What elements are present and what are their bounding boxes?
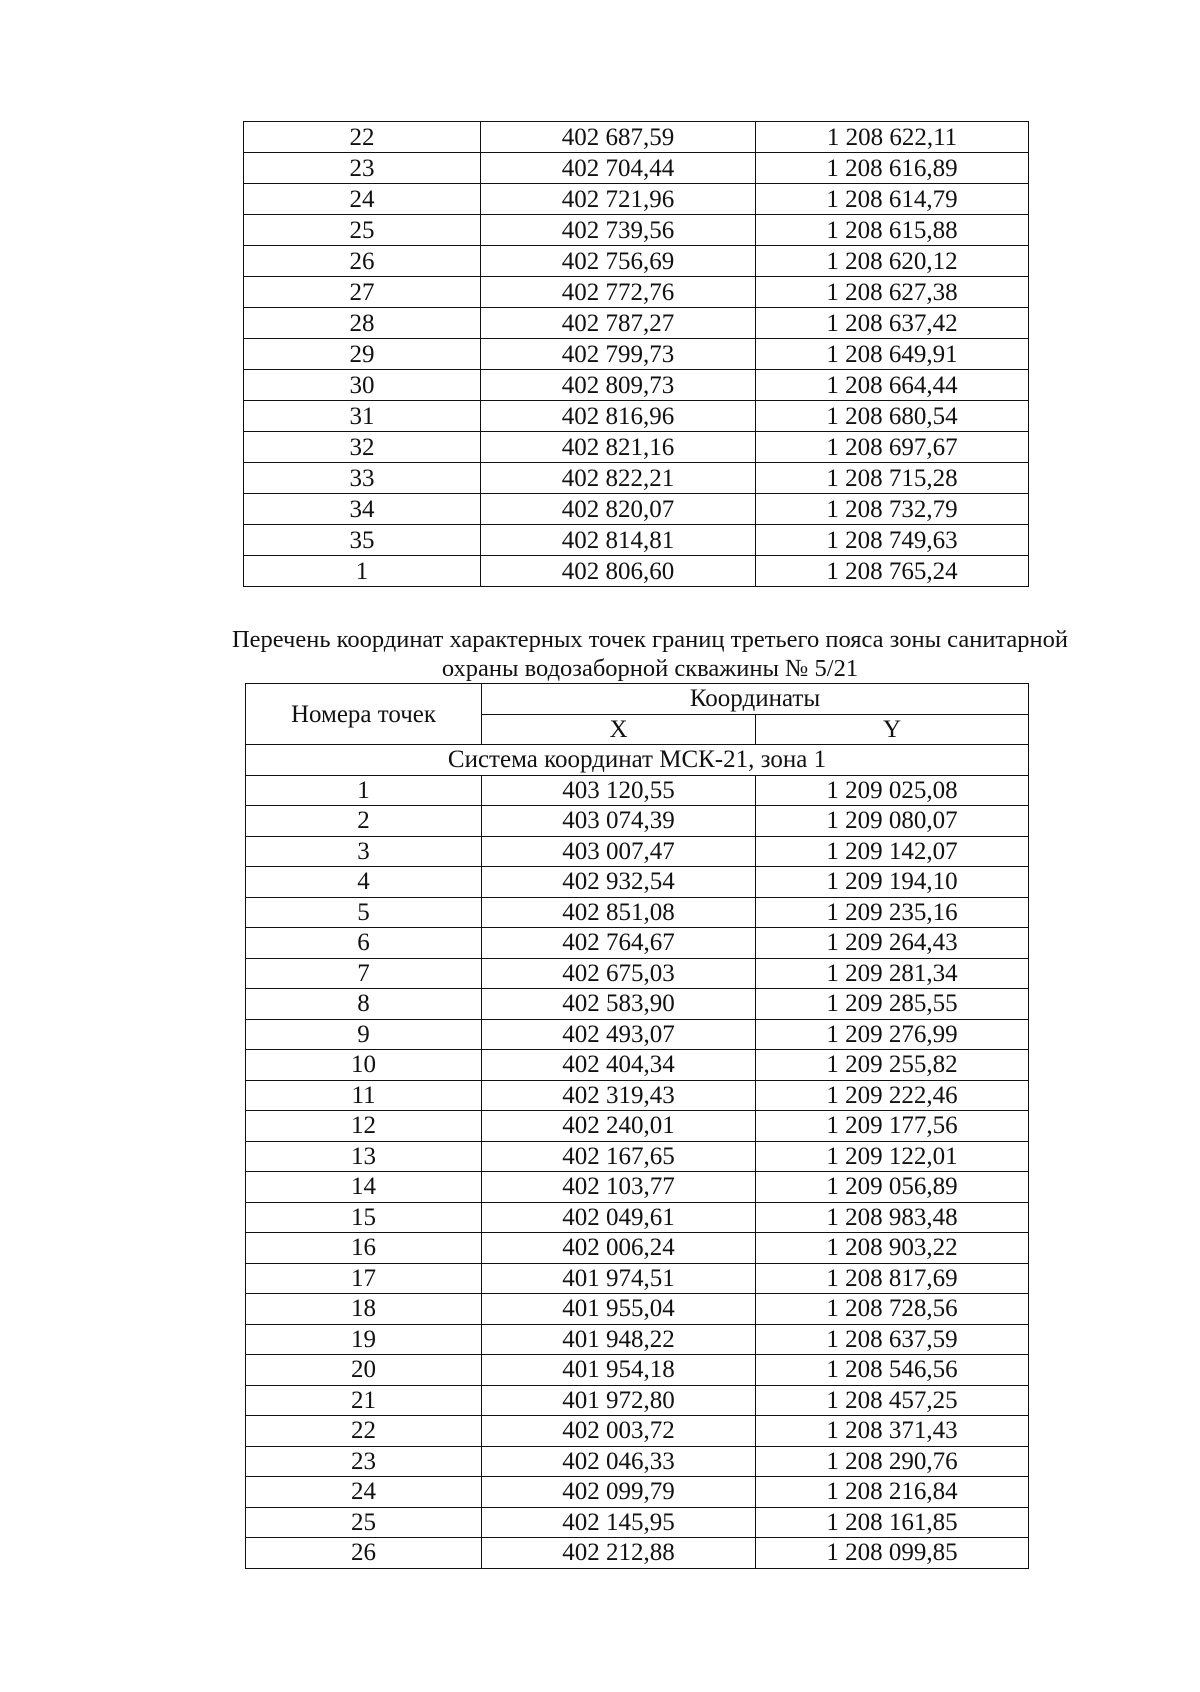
x-coordinate-cell: 402 046,33 [482, 1446, 756, 1477]
points-column-header: Номера точек [246, 684, 482, 745]
point-number-cell: 17 [246, 1263, 482, 1294]
y-coordinate-cell: 1 209 264,43 [756, 928, 1029, 959]
x-coordinate-cell: 403 074,39 [482, 806, 756, 837]
y-coordinate-cell: 1 208 664,44 [756, 370, 1029, 401]
x-coordinate-cell: 402 822,21 [481, 463, 756, 494]
x-coordinate-cell: 402 404,34 [482, 1050, 756, 1081]
table-row [246, 1111, 1029, 1142]
coordinates-table-third-zone [245, 683, 1029, 1569]
table-row [244, 215, 1029, 246]
point-number-cell: 25 [244, 215, 481, 246]
point-number-cell: 5 [246, 897, 482, 928]
table-row [244, 122, 1029, 153]
y-coordinate-cell: 1 208 728,56 [756, 1294, 1029, 1325]
point-number-cell: 21 [246, 1385, 482, 1416]
x-coordinate-cell: 402 809,73 [481, 370, 756, 401]
table-row [244, 153, 1029, 184]
table-row [246, 1202, 1029, 1233]
table-row [244, 494, 1029, 525]
section-heading-line-1: Перечень координат характерных точек границ третьего пояса зоны санитарной [231, 626, 1069, 653]
y-coordinate-cell: 1 208 765,24 [756, 556, 1029, 587]
table-body [246, 775, 1029, 1568]
y-coordinate-cell: 1 208 627,38 [756, 277, 1029, 308]
x-coordinate-cell: 402 820,07 [481, 494, 756, 525]
table-row [244, 246, 1029, 277]
x-coordinate-cell: 402 764,67 [482, 928, 756, 959]
table-row [246, 1019, 1029, 1050]
y-coordinate-cell: 1 208 749,63 [756, 525, 1029, 556]
section-heading-line-2: охраны водозаборной скважины № 5/21 [441, 655, 859, 682]
point-number-cell: 28 [244, 308, 481, 339]
y-coordinate-cell: 1 208 161,85 [756, 1507, 1029, 1538]
y-coordinate-cell: 1 209 281,34 [756, 958, 1029, 989]
point-number-cell: 8 [246, 989, 482, 1020]
x-coordinate-cell: 402 851,08 [482, 897, 756, 928]
table-row [246, 1141, 1029, 1172]
x-coordinate-cell: 402 772,76 [481, 277, 756, 308]
table-row [246, 836, 1029, 867]
y-coordinate-cell: 1 209 056,89 [756, 1172, 1029, 1203]
table-row [246, 1080, 1029, 1111]
y-coordinate-cell: 1 208 620,12 [756, 246, 1029, 277]
x-coordinate-cell: 401 955,04 [482, 1294, 756, 1325]
point-number-cell: 1 [244, 556, 481, 587]
coordinate-system-row [246, 745, 1029, 776]
table-header [246, 684, 1029, 776]
x-coordinate-cell: 401 972,80 [482, 1385, 756, 1416]
point-number-cell: 3 [246, 836, 482, 867]
y-coordinate-cell: 1 209 080,07 [756, 806, 1029, 837]
y-coordinate-cell: 1 208 371,43 [756, 1416, 1029, 1447]
y-coordinate-cell: 1 208 637,42 [756, 308, 1029, 339]
point-number-cell: 27 [244, 277, 481, 308]
table-row [246, 1050, 1029, 1081]
point-number-cell: 15 [246, 1202, 482, 1233]
point-number-cell: 9 [246, 1019, 482, 1050]
y-coordinate-cell: 1 208 099,85 [756, 1538, 1029, 1569]
point-number-cell: 29 [244, 339, 481, 370]
y-coordinate-cell: 1 209 142,07 [756, 836, 1029, 867]
x-coordinate-cell: 402 687,59 [481, 122, 756, 153]
point-number-cell: 19 [246, 1324, 482, 1355]
y-coordinate-cell: 1 208 216,84 [756, 1477, 1029, 1508]
x-coordinate-cell: 402 319,43 [482, 1080, 756, 1111]
y-coordinate-cell: 1 208 649,91 [756, 339, 1029, 370]
point-number-cell: 30 [244, 370, 481, 401]
table-row [246, 1507, 1029, 1538]
x-coordinate-cell: 402 806,60 [481, 556, 756, 587]
y-coordinate-cell: 1 208 614,79 [756, 184, 1029, 215]
y-coordinate-cell: 1 208 715,28 [756, 463, 1029, 494]
table-row [246, 1355, 1029, 1386]
table-row [246, 989, 1029, 1020]
x-coordinate-cell: 402 493,07 [482, 1019, 756, 1050]
y-coordinate-cell: 1 209 235,16 [756, 897, 1029, 928]
point-number-cell: 26 [246, 1538, 482, 1569]
y-coordinate-cell: 1 208 622,11 [756, 122, 1029, 153]
x-coordinate-cell: 402 145,95 [482, 1507, 756, 1538]
x-coordinate-cell: 402 003,72 [482, 1416, 756, 1447]
table-row [244, 463, 1029, 494]
table-row [246, 958, 1029, 989]
point-number-cell: 13 [246, 1141, 482, 1172]
table-row [246, 897, 1029, 928]
y-coordinate-cell: 1 209 177,56 [756, 1111, 1029, 1142]
x-coordinate-cell: 402 583,90 [482, 989, 756, 1020]
point-number-cell: 24 [244, 184, 481, 215]
y-coordinate-cell: 1 209 276,99 [756, 1019, 1029, 1050]
y-coordinate-cell: 1 208 615,88 [756, 215, 1029, 246]
x-coordinate-cell: 402 103,77 [482, 1172, 756, 1203]
x-coordinate-cell: 403 007,47 [482, 836, 756, 867]
point-number-cell: 24 [246, 1477, 482, 1508]
point-number-cell: 14 [246, 1172, 482, 1203]
point-number-cell: 12 [246, 1111, 482, 1142]
table-row [244, 277, 1029, 308]
point-number-cell: 32 [244, 432, 481, 463]
x-coordinate-cell: 402 006,24 [482, 1233, 756, 1264]
table-row [244, 184, 1029, 215]
x-coordinate-cell: 402 787,27 [481, 308, 756, 339]
table-row [246, 1385, 1029, 1416]
table-row [246, 1294, 1029, 1325]
point-number-cell: 16 [246, 1233, 482, 1264]
point-number-cell: 7 [246, 958, 482, 989]
x-coordinate-cell: 402 739,56 [481, 215, 756, 246]
y-coordinate-cell: 1 209 025,08 [756, 775, 1029, 806]
y-coordinate-cell: 1 208 903,22 [756, 1233, 1029, 1264]
point-number-cell: 10 [246, 1050, 482, 1081]
table-row [246, 1538, 1029, 1569]
x-coordinate-cell: 402 049,61 [482, 1202, 756, 1233]
table-row [246, 867, 1029, 898]
point-number-cell: 22 [246, 1416, 482, 1447]
x-coordinate-cell: 403 120,55 [482, 775, 756, 806]
x-coordinate-cell: 402 212,88 [482, 1538, 756, 1569]
x-coordinate-cell: 402 799,73 [481, 339, 756, 370]
table-row [244, 308, 1029, 339]
point-number-cell: 23 [244, 153, 481, 184]
y-column-header: Y [756, 714, 1029, 745]
table-row [244, 556, 1029, 587]
x-coordinate-cell: 402 704,44 [481, 153, 756, 184]
point-number-cell: 4 [246, 867, 482, 898]
x-column-header: X [482, 714, 756, 745]
point-number-cell: 1 [246, 775, 482, 806]
table-row [244, 401, 1029, 432]
table-row [246, 1477, 1029, 1508]
table-row [246, 1263, 1029, 1294]
x-coordinate-cell: 402 167,65 [482, 1141, 756, 1172]
y-coordinate-cell: 1 208 983,48 [756, 1202, 1029, 1233]
point-number-cell: 23 [246, 1446, 482, 1477]
table-row [246, 1446, 1029, 1477]
y-coordinate-cell: 1 209 122,01 [756, 1141, 1029, 1172]
point-number-cell: 6 [246, 928, 482, 959]
x-coordinate-cell: 402 932,54 [482, 867, 756, 898]
y-coordinate-cell: 1 208 637,59 [756, 1324, 1029, 1355]
x-coordinate-cell: 402 099,79 [482, 1477, 756, 1508]
point-number-cell: 31 [244, 401, 481, 432]
point-number-cell: 35 [244, 525, 481, 556]
table-row [244, 525, 1029, 556]
y-coordinate-cell: 1 208 290,76 [756, 1446, 1029, 1477]
table-row [246, 928, 1029, 959]
table-row [244, 432, 1029, 463]
y-coordinate-cell: 1 208 697,67 [756, 432, 1029, 463]
y-coordinate-cell: 1 208 616,89 [756, 153, 1029, 184]
coordinate-system-label: Система координат МСК-21, зона 1 [246, 745, 1029, 776]
x-coordinate-cell: 402 756,69 [481, 246, 756, 277]
x-coordinate-cell: 402 816,96 [481, 401, 756, 432]
y-coordinate-cell: 1 209 194,10 [756, 867, 1029, 898]
x-coordinate-cell: 401 948,22 [482, 1324, 756, 1355]
x-coordinate-cell: 401 954,18 [482, 1355, 756, 1386]
y-coordinate-cell: 1 208 732,79 [756, 494, 1029, 525]
table-body [244, 122, 1029, 587]
coordinates-column-header: Координаты [482, 684, 1029, 715]
table-row [244, 339, 1029, 370]
point-number-cell: 33 [244, 463, 481, 494]
table-row [246, 1416, 1029, 1447]
x-coordinate-cell: 402 721,96 [481, 184, 756, 215]
y-coordinate-cell: 1 208 546,56 [756, 1355, 1029, 1386]
coordinates-table-continued [243, 121, 1029, 587]
x-coordinate-cell: 402 240,01 [482, 1111, 756, 1142]
y-coordinate-cell: 1 208 680,54 [756, 401, 1029, 432]
x-coordinate-cell: 402 814,81 [481, 525, 756, 556]
point-number-cell: 22 [244, 122, 481, 153]
header-row [246, 684, 1029, 715]
y-coordinate-cell: 1 208 457,25 [756, 1385, 1029, 1416]
x-coordinate-cell: 402 821,16 [481, 432, 756, 463]
table-row [246, 1172, 1029, 1203]
point-number-cell: 18 [246, 1294, 482, 1325]
table-row [246, 1324, 1029, 1355]
y-coordinate-cell: 1 209 255,82 [756, 1050, 1029, 1081]
point-number-cell: 34 [244, 494, 481, 525]
point-number-cell: 2 [246, 806, 482, 837]
point-number-cell: 20 [246, 1355, 482, 1386]
x-coordinate-cell: 402 675,03 [482, 958, 756, 989]
y-coordinate-cell: 1 209 285,55 [756, 989, 1029, 1020]
table-row [244, 370, 1029, 401]
y-coordinate-cell: 1 209 222,46 [756, 1080, 1029, 1111]
x-coordinate-cell: 401 974,51 [482, 1263, 756, 1294]
point-number-cell: 11 [246, 1080, 482, 1111]
point-number-cell: 25 [246, 1507, 482, 1538]
table-row [246, 1233, 1029, 1264]
table-row [246, 806, 1029, 837]
y-coordinate-cell: 1 208 817,69 [756, 1263, 1029, 1294]
table-row [246, 775, 1029, 806]
point-number-cell: 26 [244, 246, 481, 277]
